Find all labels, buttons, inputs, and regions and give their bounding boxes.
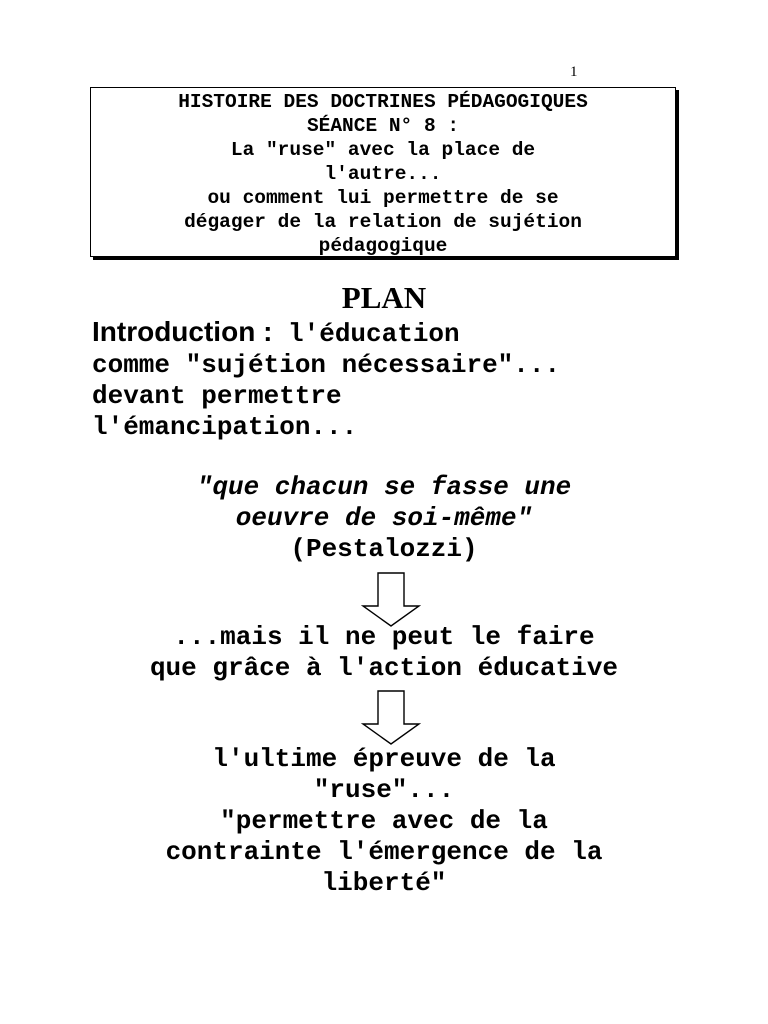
- introduction-line: comme "sujétion nécessaire"...: [92, 350, 561, 380]
- plan-title: PLAN: [341, 280, 427, 315]
- header-line: ou comment lui permettre de se: [207, 187, 559, 209]
- down-arrow-icon: [361, 690, 421, 746]
- header-line: l'autre...: [324, 163, 442, 185]
- introduction-line: l'émancipation...: [92, 412, 358, 442]
- step3-line: l'ultime épreuve de la: [212, 744, 556, 774]
- introduction-line: devant permettre: [92, 381, 342, 411]
- step3-line: contrainte l'émergence de la: [165, 837, 603, 867]
- step3-line: "ruse"...: [313, 775, 455, 805]
- header-line: SÉANCE N° 8 :: [306, 115, 460, 137]
- quote-block: [0, 472, 768, 565]
- quote-line: "que chacun se fasse une: [196, 472, 572, 502]
- header-line: HISTOIRE DES DOCTRINES PÉDAGOGIQUES: [178, 91, 588, 113]
- header-box: [90, 87, 676, 257]
- page-number: 1: [570, 64, 578, 80]
- introduction-label: Introduction :: [92, 316, 273, 347]
- step3-line: "permettre avec de la: [220, 806, 548, 836]
- introduction-block: [92, 316, 560, 443]
- header-line: dégager de la relation de sujétion: [184, 211, 582, 233]
- step3-block: [0, 744, 768, 899]
- step2-line: que grâce à l'action éducative: [149, 653, 619, 683]
- introduction-text: l'éducation: [272, 319, 460, 349]
- quote-line: oeuvre de soi-même": [235, 503, 533, 533]
- quote-author: (Pestalozzi): [290, 534, 478, 564]
- introduction-line: [92, 316, 560, 350]
- down-arrow-icon: [361, 572, 421, 628]
- header-line: pédagogique: [318, 235, 448, 257]
- step2-block: [0, 622, 768, 684]
- step3-line: liberté": [321, 868, 447, 898]
- header-line: La "ruse" avec la place de: [230, 139, 536, 161]
- step2-line: ...mais il ne peut le faire: [173, 622, 595, 652]
